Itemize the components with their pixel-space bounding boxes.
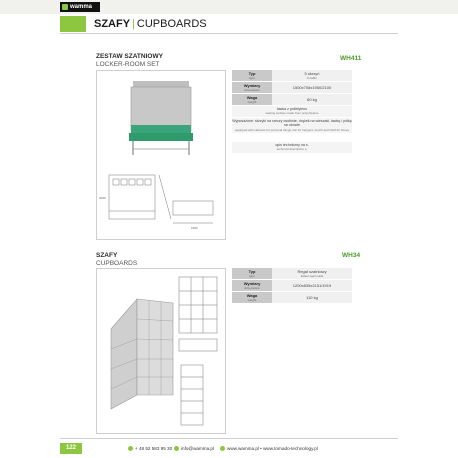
spec-table: [232, 268, 352, 304]
section-subtitle: LOCKER-ROOM SET: [96, 61, 160, 68]
spec-key: Waga: [246, 293, 258, 298]
product-image-frame: [96, 268, 226, 434]
spec-value-en: locker-room rack: [300, 274, 324, 278]
product-code: WH411: [340, 55, 362, 62]
spec-row-type: [232, 268, 352, 279]
spec-value: 5 skrzyń: [304, 71, 320, 76]
spec-row-weight: [232, 94, 352, 105]
phone-icon: [128, 446, 133, 451]
section-title: SZAFY: [96, 252, 118, 259]
spec-value: 110 kg: [272, 292, 352, 303]
spec-value: 60 kg: [272, 94, 352, 105]
spec-key-en: weight: [247, 298, 257, 302]
globe-icon: [220, 446, 225, 451]
footer-phone: + 48 52 583 95 30: [128, 445, 172, 452]
footer-web[interactable]: www.wamma.pl • www.tornado-technology.pl: [220, 445, 318, 452]
spec-key: Wymiary: [243, 281, 261, 286]
footer-divider: [60, 438, 398, 439]
product-code: WH34: [342, 252, 361, 259]
spec-key: Wymiary: [243, 83, 261, 88]
header-divider: [60, 33, 398, 34]
page-title: [94, 17, 207, 31]
footer-email[interactable]: info@wamma.pl: [174, 445, 214, 452]
spec-key: Typ: [248, 71, 256, 76]
page-number: 122: [60, 443, 82, 454]
spec-key-en: dimensions: [244, 88, 260, 92]
spec-value: 1200x835x2151/1919: [272, 280, 352, 291]
header-accent: [60, 16, 86, 32]
mail-icon: [174, 446, 179, 451]
spec-value-en: 5 cabin: [307, 76, 317, 80]
logo-text: wamma: [70, 4, 93, 10]
spec-row-weight: [232, 292, 352, 303]
spec-row-dimensions: [232, 82, 352, 93]
page-title-pl: SZAFY: [94, 18, 131, 30]
spec-value: 1500x708x1950/2100: [272, 82, 352, 93]
spec-value: Regał szatniowy: [297, 269, 327, 274]
spec-row-type: [232, 70, 352, 81]
spec-key: Waga: [246, 95, 258, 100]
spec-row-dimensions: [232, 280, 352, 291]
spec-note: opis techniczny na s. technical description p.: [232, 142, 352, 153]
section-title: ZESTAW SZATNIOWY: [96, 53, 163, 60]
spec-note: Wyposażone: skrzyki na rzeczy osobiste, drążek na wieszaki, ławkę i półkę na obuwie equipped with cabinets for personal things, bar for hangers, bench and shelf for shoes: [232, 119, 352, 132]
logo-icon: [62, 4, 68, 10]
page-title-en: CUPBOARDS: [136, 18, 207, 30]
spec-key-en: type: [249, 76, 255, 80]
spec-key-en: type: [249, 274, 255, 278]
spec-key-en: weight: [247, 100, 257, 104]
locker-room-set-illustration: [97, 71, 225, 239]
spec-key-en: dimensions: [244, 286, 260, 290]
spec-table: [232, 70, 352, 160]
section-subtitle: CUPBOARDS: [96, 260, 138, 267]
spec-key: Typ: [248, 269, 256, 274]
height-dimension: 2000: [99, 196, 106, 200]
cupboard-illustration: [97, 269, 225, 433]
title-separator: |: [132, 18, 135, 30]
width-dimension: 1500: [191, 226, 198, 230]
spec-note: ławka z polietylenu seating surface made from polyethylene: [232, 106, 352, 117]
product-image-frame: [96, 70, 226, 240]
